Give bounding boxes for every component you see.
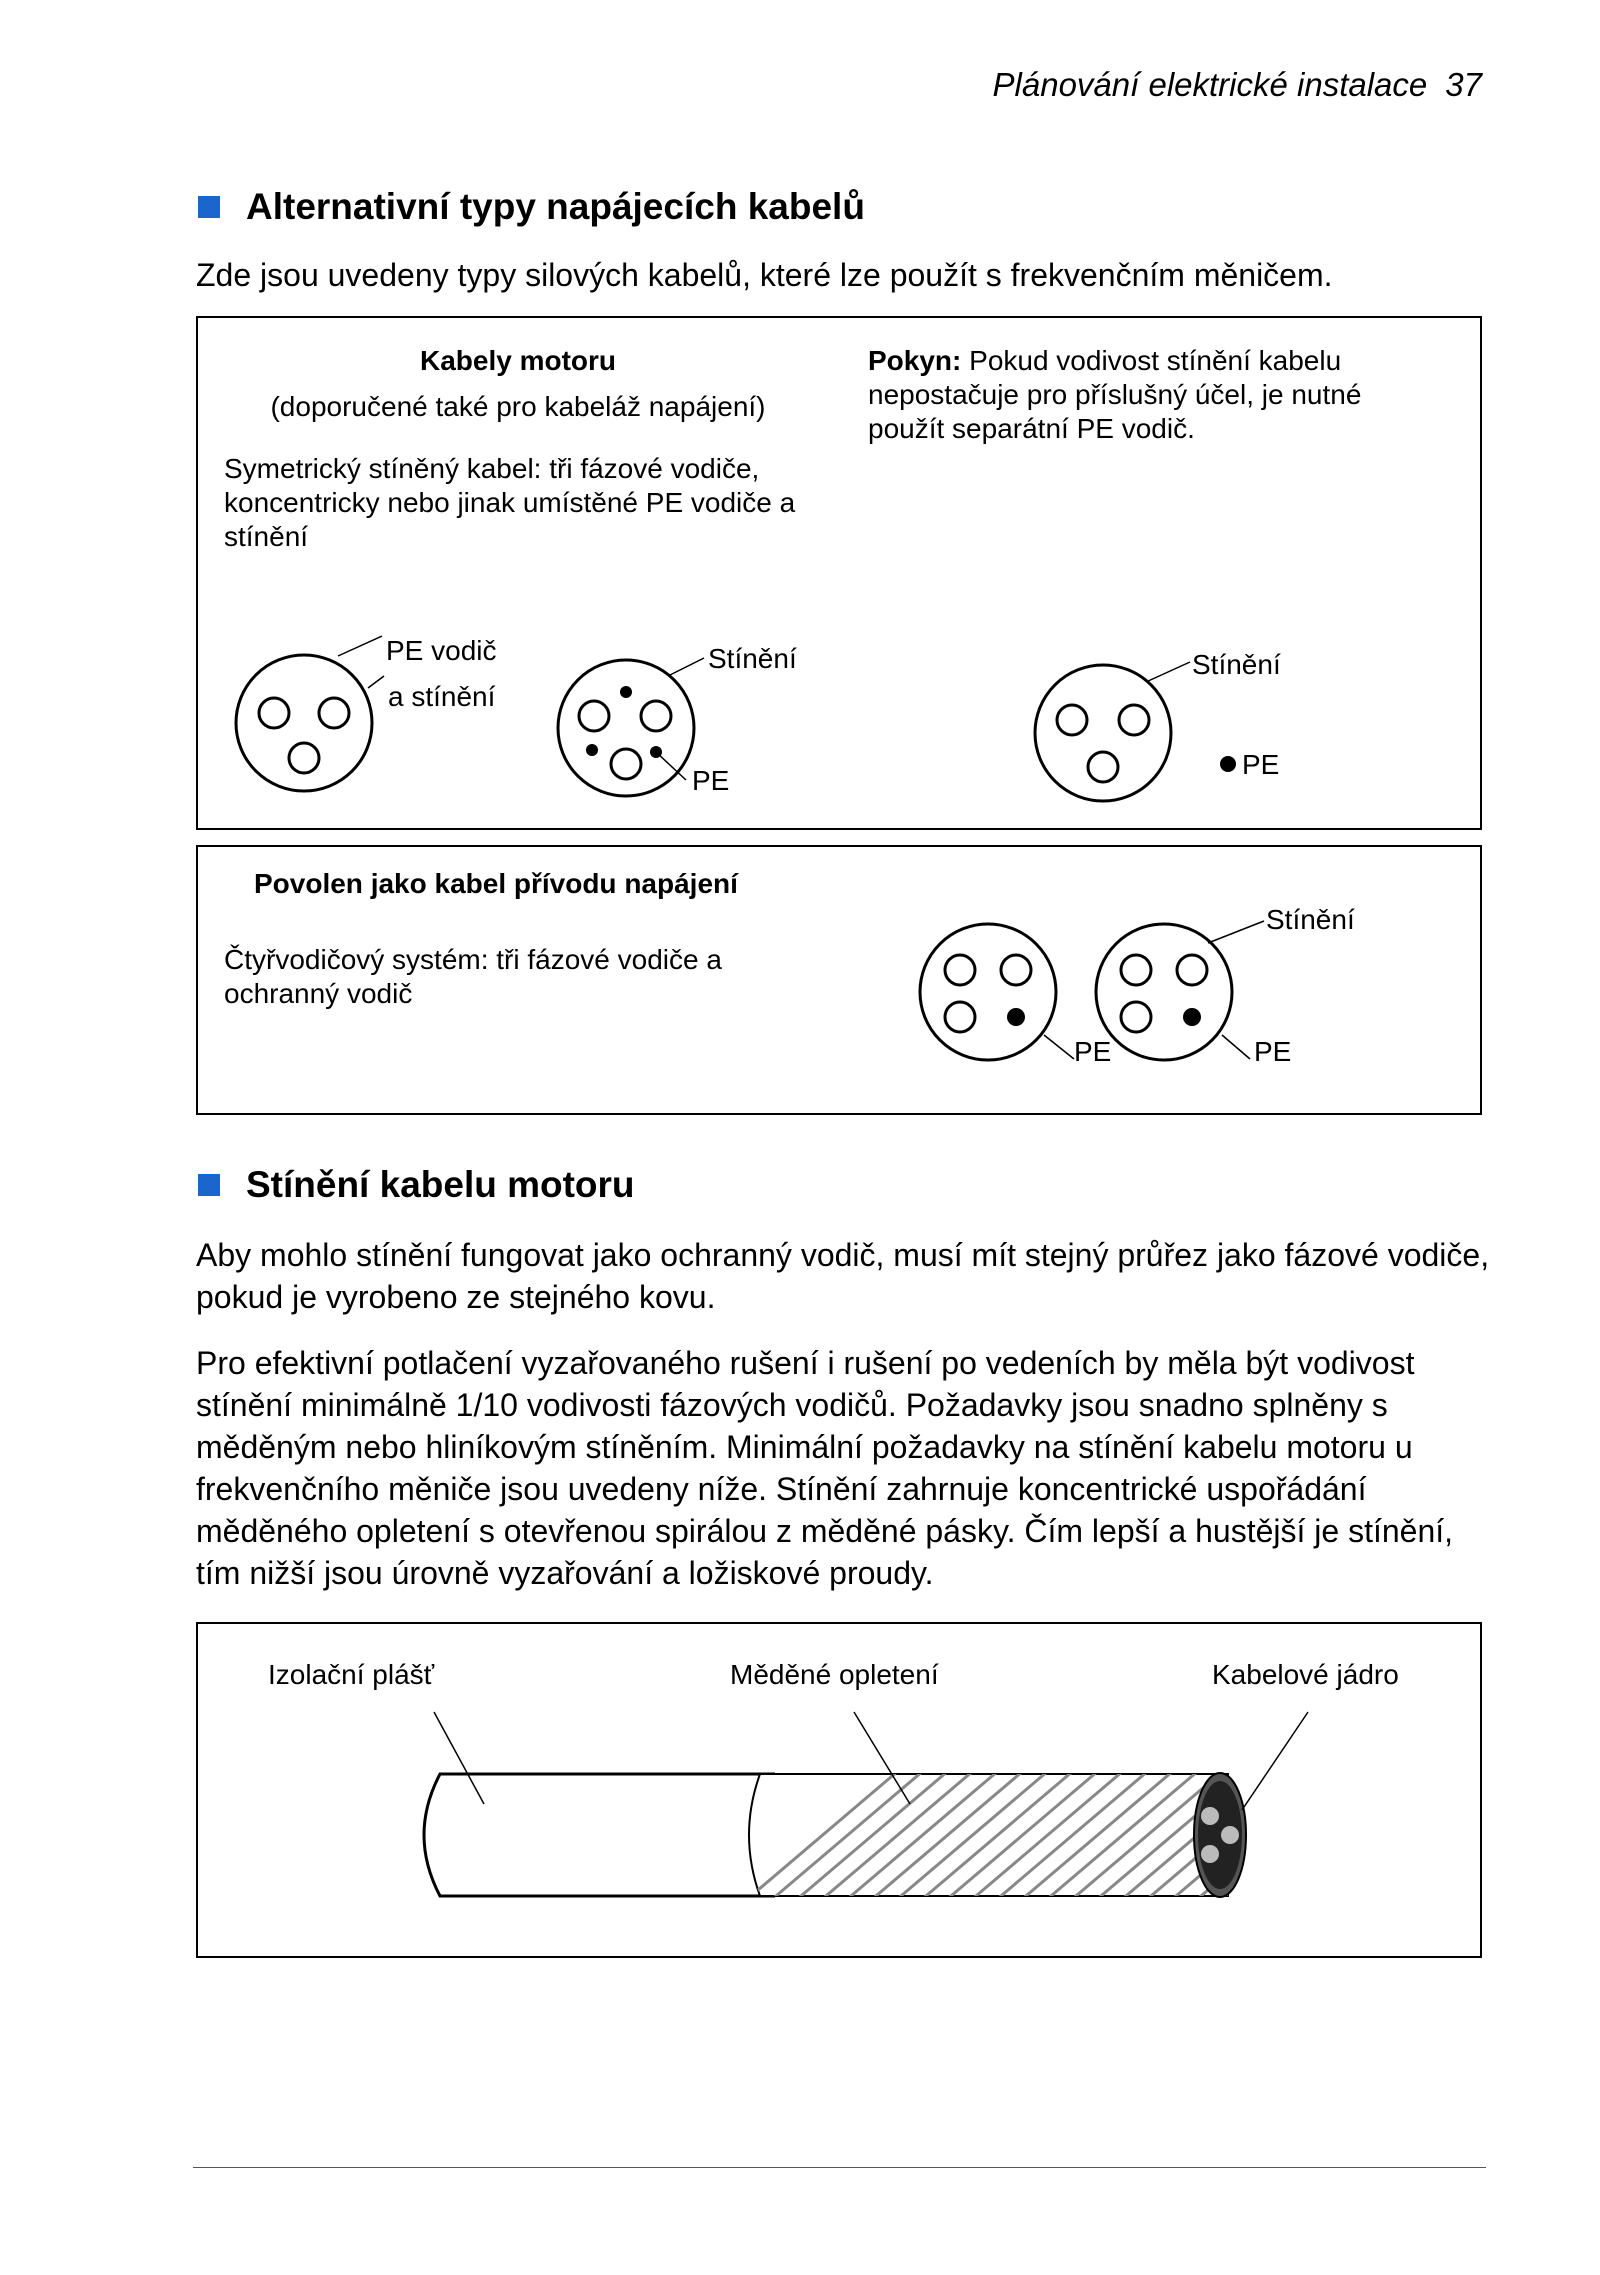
shield-paragraph-2: Pro efektivní potlačení vyzařovaného rušení i rušení po vedeních by měla být vodivost stínění minimálně 1/10 vodivosti fázových vodičů. Požadavky jsou snadno splněny s měděným nebo hliníkovým stíněním. Minimální požadavky na stínění kabelu motoru u frekvenčního měniče jsou uvedeny níže. Stínění zahrnuje koncentrické uspořádání měděného opletení s otevřenou spirálou z měděné pásky. Čím lepší a hustější je stínění, tím nižší jsou úrovně vyzařování a ložiskové proudy. bbox=[196, 1345, 1454, 1591]
section-title-motor-cable-shield bbox=[198, 1164, 635, 1206]
footer-divider bbox=[193, 2167, 1486, 2168]
section-marker-icon bbox=[198, 196, 220, 218]
label-insulation-jacket: Izolační plášť bbox=[268, 1659, 435, 1690]
section-marker-icon bbox=[198, 1174, 220, 1196]
label-pe-conductor-line1: PE vodič bbox=[386, 635, 497, 666]
pe-conductor-dot bbox=[1007, 1008, 1025, 1026]
label-pe-a: PE bbox=[1074, 1036, 1112, 1067]
label-shield-b: Stínění bbox=[1192, 649, 1281, 680]
header-title: Plánování elektrické instalace bbox=[992, 66, 1428, 103]
section-intro: Zde jsou uvedeny typy silových kabelů, které lze použít s frekvenčním měničem. bbox=[196, 257, 1333, 293]
pe-dot bbox=[620, 686, 632, 698]
four-conductor-cable-a bbox=[920, 924, 1074, 1060]
page-number: 37 bbox=[1445, 66, 1482, 103]
section-title-text: Alternativní typy napájecích kabelů bbox=[246, 186, 865, 227]
cable-construction-box bbox=[196, 1622, 1482, 1958]
note-text: Pokud vodivost stínění kabelu nepostačuje pro příslušný účel, je nutné použít separátní PE vodič. bbox=[868, 345, 1362, 444]
label-shield: Stínění bbox=[1266, 904, 1355, 935]
motor-cables-description: Symetrický stíněný kabel: tři fázové vodiče, koncentricky nebo jinak umístěné PE vodiče a stínění bbox=[224, 453, 796, 552]
motor-cables-box bbox=[196, 316, 1482, 830]
label-copper-braid: Měděné opletení bbox=[730, 1659, 939, 1690]
running-header bbox=[993, 66, 1482, 104]
pe-dot bbox=[586, 744, 598, 756]
motor-cable-cross-sections bbox=[198, 318, 1480, 828]
shield-paragraph-1: Aby mohlo stínění fungovat jako ochranný vodič, musí mít stejný průřez jako fázové vodiče, pokud je vyrobeno ze stejného kovu. bbox=[196, 1237, 1490, 1315]
supply-cable-box bbox=[196, 845, 1482, 1115]
four-conductor-cable-b bbox=[1096, 921, 1264, 1060]
cable-cross-section-c bbox=[1035, 662, 1190, 801]
separate-pe-dot bbox=[1220, 756, 1236, 772]
section-title-text: Stínění kabelu motoru bbox=[246, 1164, 635, 1205]
label-pe-a: PE bbox=[692, 765, 730, 796]
note-label: Pokyn: bbox=[868, 345, 962, 376]
supply-cable-heading: Povolen jako kabel přívodu napájení bbox=[254, 868, 738, 899]
section-title-alternative-cables bbox=[198, 186, 865, 228]
cable-cross-section-a bbox=[236, 636, 384, 791]
label-cable-core: Kabelové jádro bbox=[1212, 1659, 1399, 1690]
pe-conductor-dot bbox=[1183, 1008, 1201, 1026]
motor-cables-heading: Kabely motoru bbox=[419, 345, 617, 376]
supply-cable-description: Čtyřvodičový systém: tři fázové vodiče a ochranný vodič bbox=[224, 944, 722, 1009]
supply-cable-cross-sections bbox=[198, 847, 1480, 1113]
label-pe-b: PE bbox=[1254, 1036, 1292, 1067]
motor-cables-subheading: (doporučené také pro kabeláž napájení) bbox=[270, 391, 766, 422]
copper-braid bbox=[718, 1754, 1393, 1924]
cable-core-end bbox=[1194, 1773, 1246, 1897]
label-shield-a: Stínění bbox=[708, 643, 797, 674]
cable-cross-section-b bbox=[558, 658, 704, 796]
label-pe-conductor-line2: a stínění bbox=[388, 681, 496, 712]
label-pe-b: PE bbox=[1242, 749, 1280, 780]
cable-construction-diagram bbox=[198, 1624, 1480, 1956]
insulation-jacket bbox=[424, 1774, 773, 1896]
pe-dot bbox=[650, 746, 662, 758]
leader-core bbox=[1242, 1712, 1308, 1810]
